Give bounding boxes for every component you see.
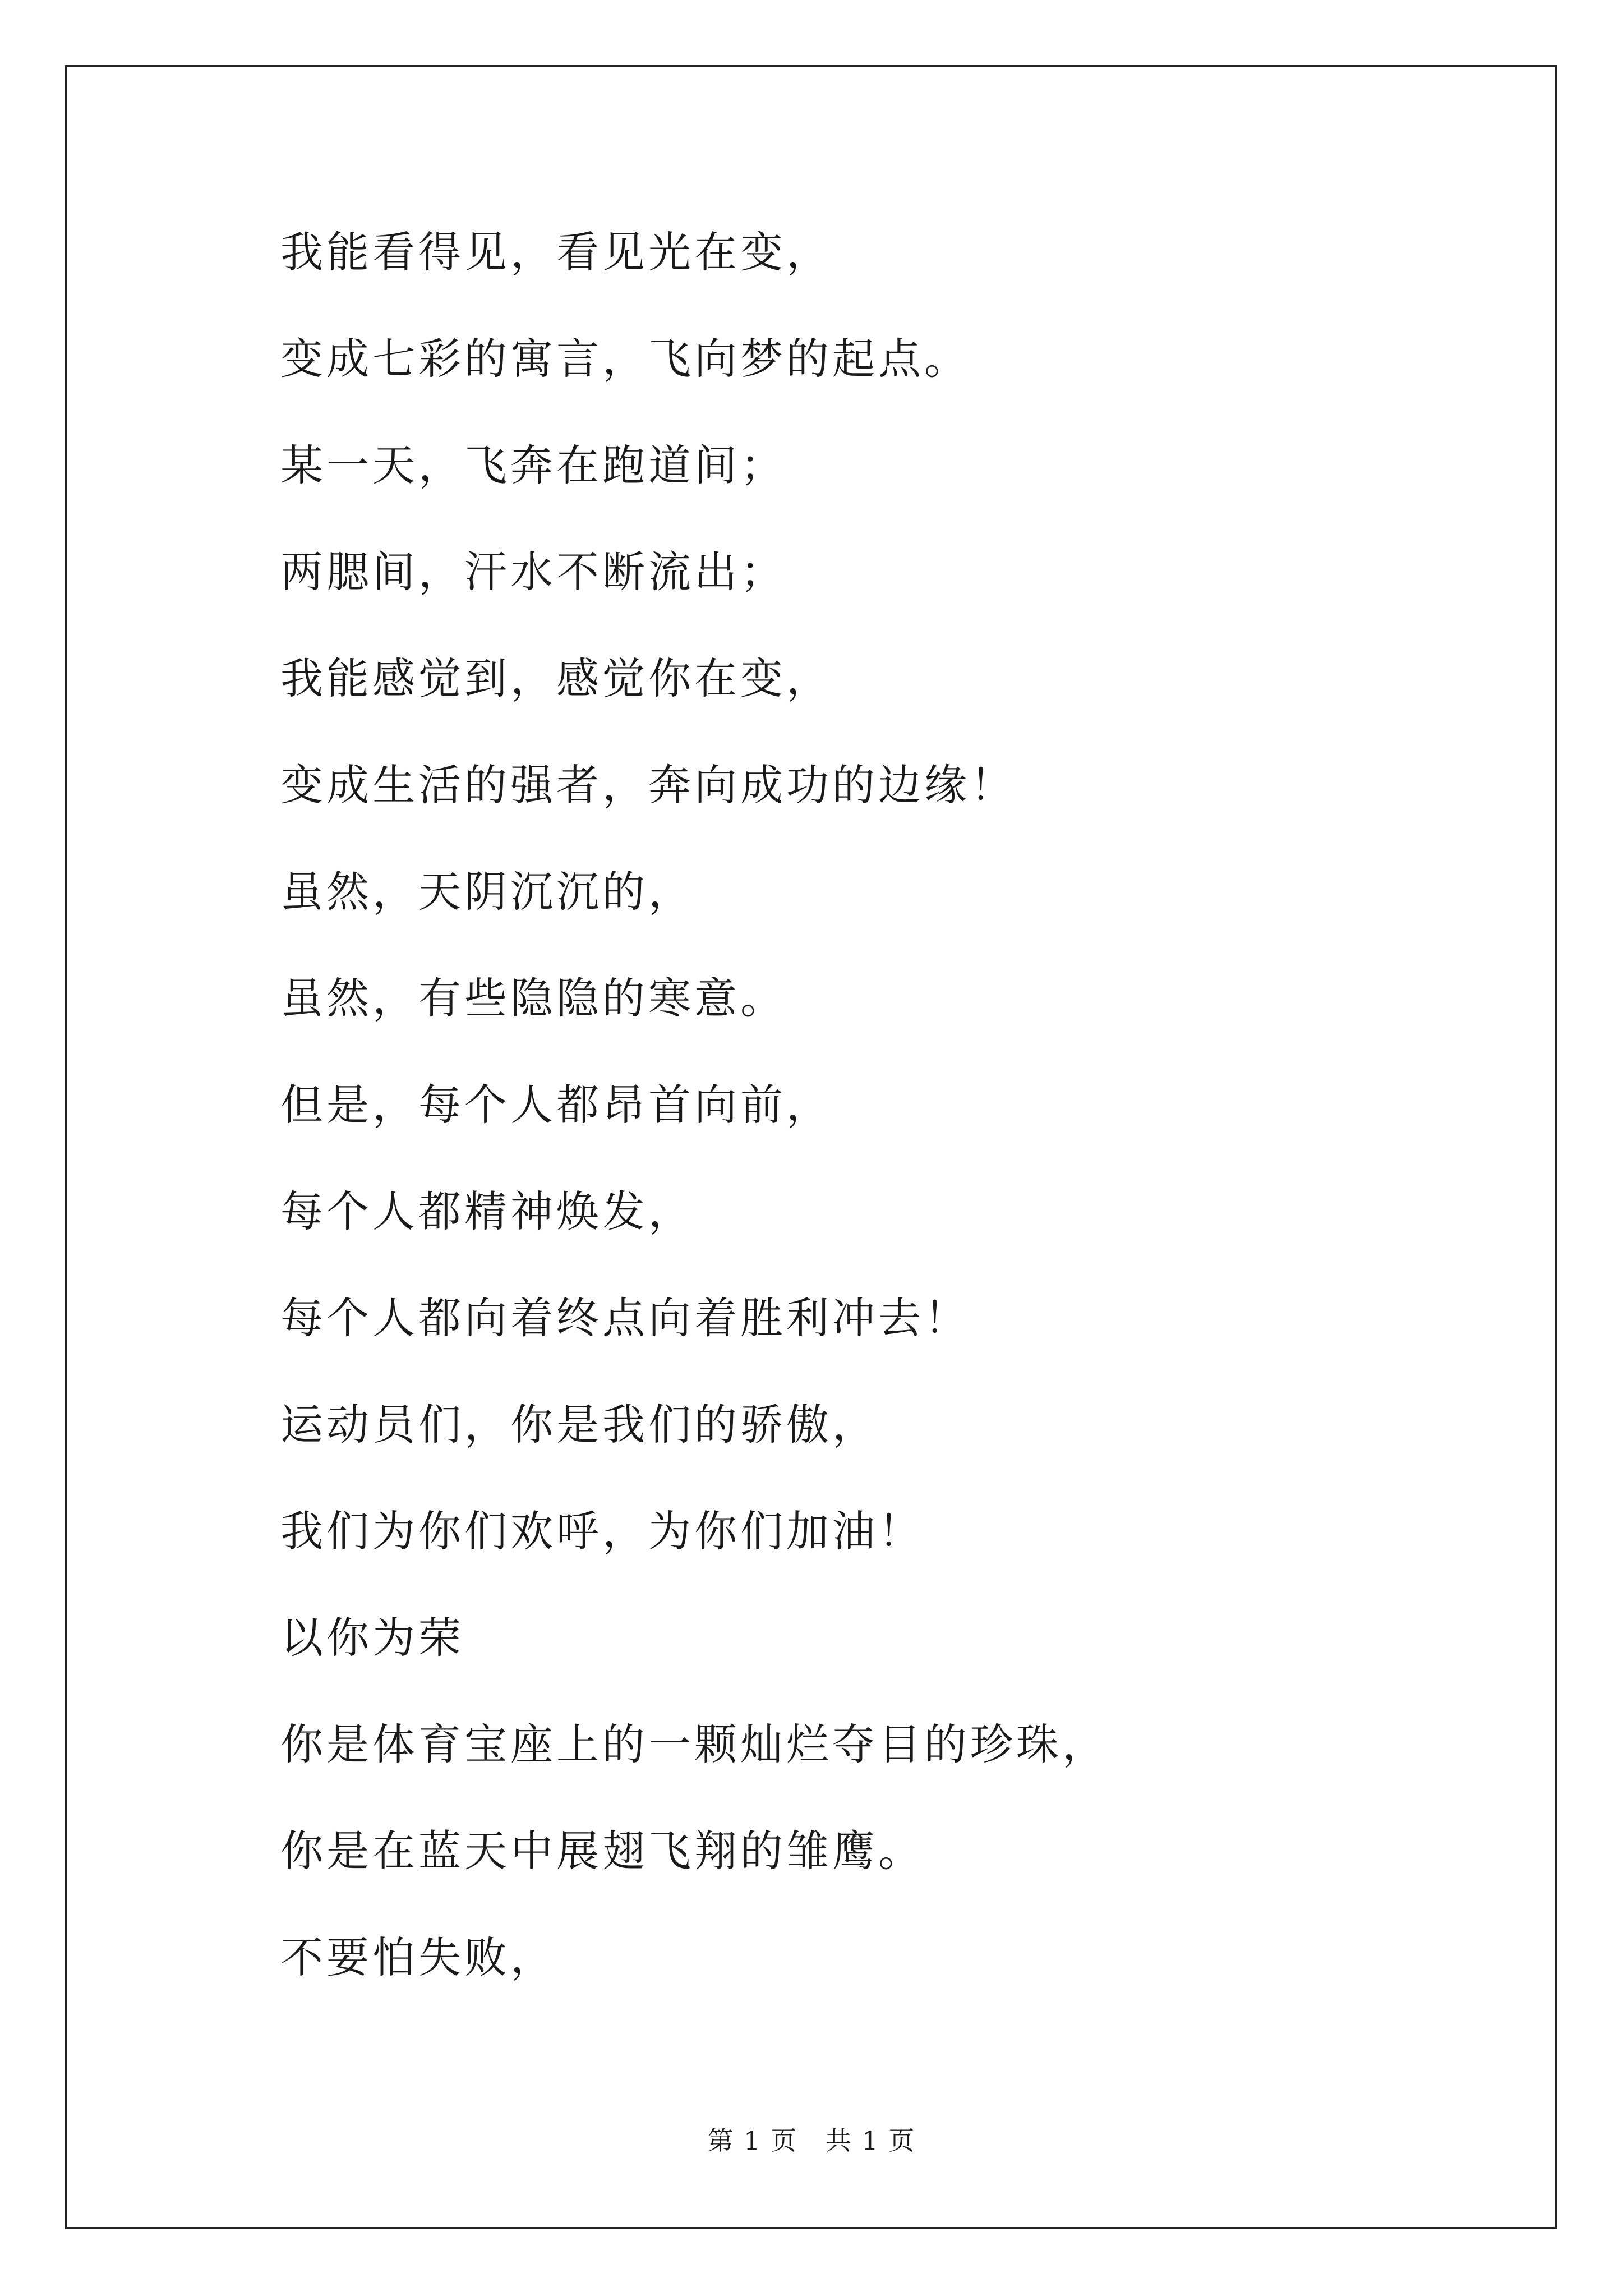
poem-line: 以你为荣 bbox=[280, 1613, 464, 1663]
poem-line: 每个人都精神焕发， bbox=[280, 1186, 694, 1236]
poem-line: 你是体育宝座上的一颗灿烂夺目的珍珠， bbox=[280, 1719, 1108, 1769]
poem-line: 两腮间，汗水不断流出； bbox=[280, 547, 786, 597]
poem-line: 虽然，有些隐隐的寒意。 bbox=[280, 973, 786, 1023]
poem-line: 不要怕失败， bbox=[280, 1932, 556, 1982]
poem-line: 我能感觉到，感觉你在变， bbox=[280, 654, 832, 703]
poem-line: 我们为你们欢呼，为你们加油！ bbox=[280, 1506, 924, 1556]
poem-line: 变成七彩的寓言，飞向梦的起点。 bbox=[280, 334, 970, 384]
poem-line: 某一天，飞奔在跑道间； bbox=[280, 440, 786, 490]
poem-body bbox=[280, 224, 1514, 2036]
poem-line: 我能看得见，看见光在变， bbox=[280, 227, 832, 277]
poem-line: 虽然，天阴沉沉的， bbox=[280, 867, 694, 917]
poem-line: 你是在蓝天中展翅飞翔的雏鹰。 bbox=[280, 1826, 924, 1876]
poem-line: 但是，每个人都昂首向前， bbox=[280, 1080, 832, 1130]
poem-line: 变成生活的强者，奔向成功的边缘！ bbox=[280, 760, 1016, 810]
poem-line: 每个人都向着终点向着胜利冲去！ bbox=[280, 1293, 970, 1343]
page-number-footer: 第 1 页 共 1 页 bbox=[707, 2125, 916, 2156]
poem-line: 运动员们，你是我们的骄傲， bbox=[280, 1400, 878, 1450]
